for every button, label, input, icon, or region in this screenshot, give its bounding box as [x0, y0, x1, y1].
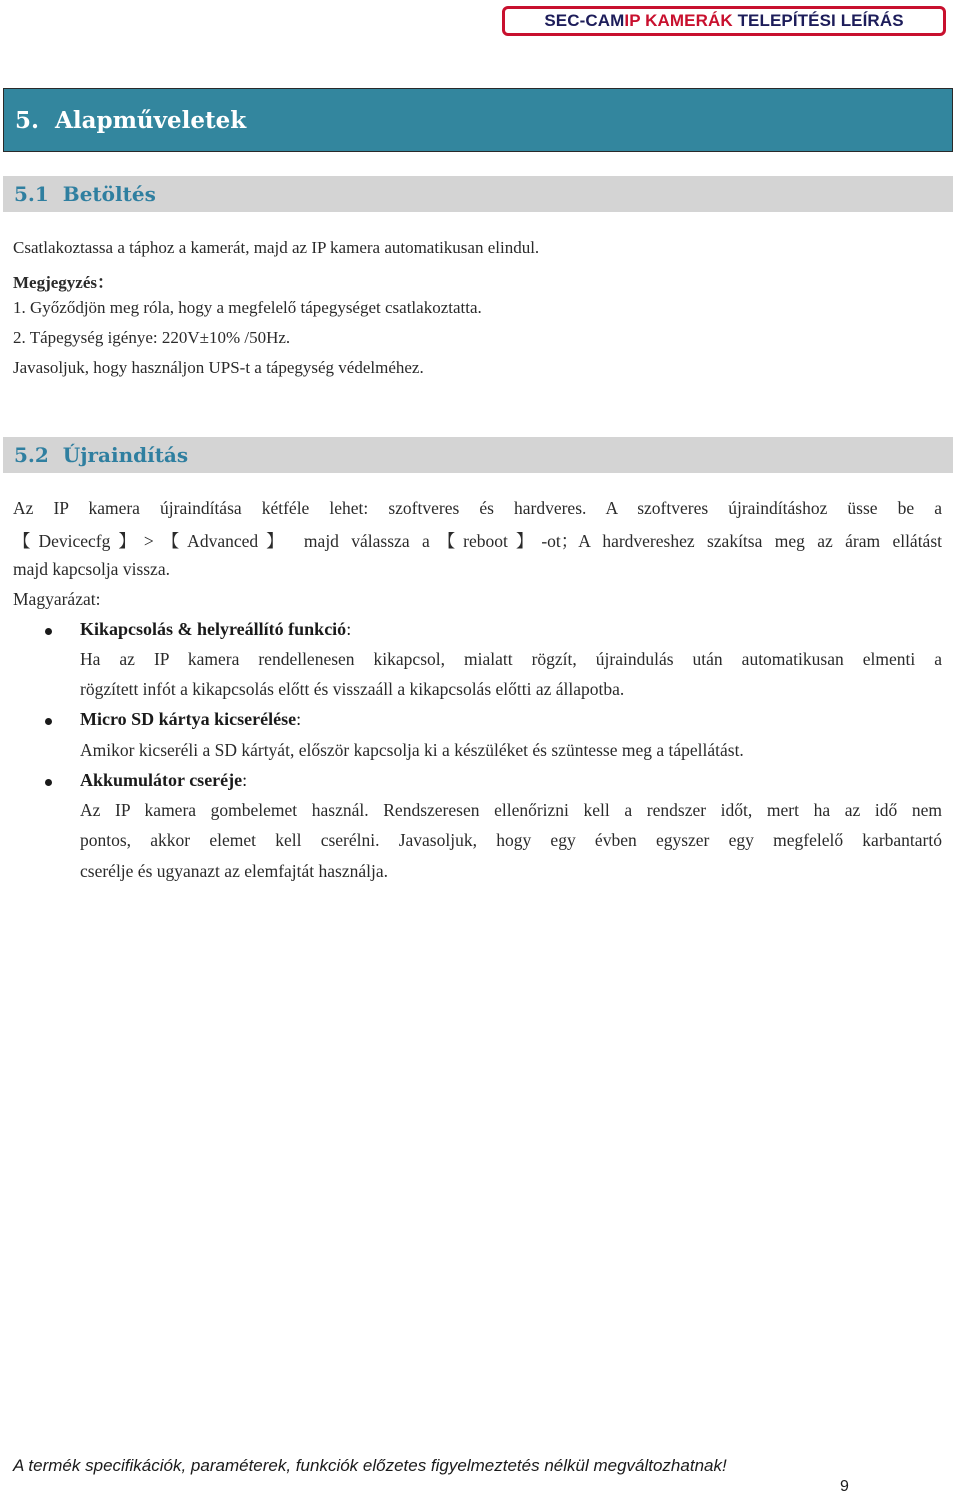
section-heading-5-1 [3, 176, 953, 212]
bullet-3-line-1: Az IP kamera gombelemet használ. Rendszeresen ellenőrizni kell a rendszer időt, mert ha az idő nem [80, 800, 942, 820]
section-2-para-line-3: majd kapcsolja vissza. [13, 559, 170, 579]
section-title: Újraindítás [62, 443, 189, 467]
bullet-1-line-2: rögzített infót a kikapcsolás előtt és visszaáll a kikapcsolás előtti az állapotba. [80, 679, 625, 699]
bullet-3-line-3: cserélje és ugyanazt az elemfajtát használja. [80, 861, 389, 881]
section-heading-5-2 [3, 437, 953, 473]
explain-label: Magyarázat: [13, 589, 101, 609]
page-number: 9 [840, 1478, 849, 1495]
section-number: 5.2 [14, 443, 49, 467]
chapter-heading [3, 88, 953, 152]
bullet-2-title [80, 709, 301, 730]
bullet-dot [45, 628, 52, 635]
bullet-2-title-text: Micro SD kártya kicserélése [80, 709, 297, 729]
section-1-line-4: Javasoljuk, hogy használjon UPS-t a tápegység védelméhez. [13, 358, 424, 377]
bullet-3-title [80, 770, 247, 791]
footer-disclaimer: A termék specifikációk, paraméterek, funkciók előzetes figyelmeztetés nélkül megváltozhatnak! [13, 1456, 727, 1475]
header-brand-part-2: IP KAMERÁK [624, 11, 733, 30]
bullet-2-line-1: Amikor kicseréli a SD kártyát, először kapcsolja ki a készüléket és szüntesse meg a tápellátást. [80, 740, 744, 760]
bullet-dot [45, 718, 52, 725]
bullet-3-title-text: Akkumulátor cseréje [80, 770, 243, 790]
bullet-dot [45, 779, 52, 786]
note-label: Megjegyzés： [13, 273, 115, 292]
section-number: 5.1 [14, 182, 49, 206]
bullet-1-title [80, 619, 351, 640]
chapter-title: 5. Alapműveletek [15, 106, 247, 134]
header-brand-part-1: SEC-CAM [544, 11, 625, 30]
bullet-1-suffix: : [346, 619, 352, 639]
bullet-3-suffix: : [242, 770, 248, 790]
document-header-badge [502, 6, 946, 36]
section-1-line-3: 2. Tápegység igénye: 220V±10% /50Hz. [13, 328, 291, 347]
header-brand-part-3: TELEPÍTÉSI LEÍRÁS [732, 11, 904, 30]
section-2-para-line-2: 【Devicecfg】>【Advanced】 majd válassza a【reboot】-ot；A hardvereshez szakítsa meg az áram ellátást [13, 531, 942, 551]
bullet-1-title-text: Kikapcsolás & helyreállító funkció [80, 619, 347, 639]
section-1-line-1: Csatlakoztassa a táphoz a kamerát, majd az IP kamera automatikusan elindul. [13, 238, 540, 257]
section-1-line-2: 1. Győződjön meg róla, hogy a megfelelő tápegységet csatlakoztatta. [13, 298, 482, 317]
bullet-1-line-1: Ha az IP kamera rendellenesen kikapcsol, mialatt rögzít, újraindulás után automatikusan elmenti a [80, 649, 942, 669]
section-2-para-line-1: Az IP kamera újraindítása kétféle lehet: szoftveres és hardveres. A szoftveres újraindításhoz üsse be a [13, 498, 942, 518]
bullet-2-suffix: : [296, 709, 302, 729]
section-title: Betöltés [62, 182, 156, 206]
bullet-3-line-2: pontos, akkor elemet kell cserélni. Javasoljuk, hogy egy évben egyszer egy megfelelő karbantartó [80, 830, 942, 850]
